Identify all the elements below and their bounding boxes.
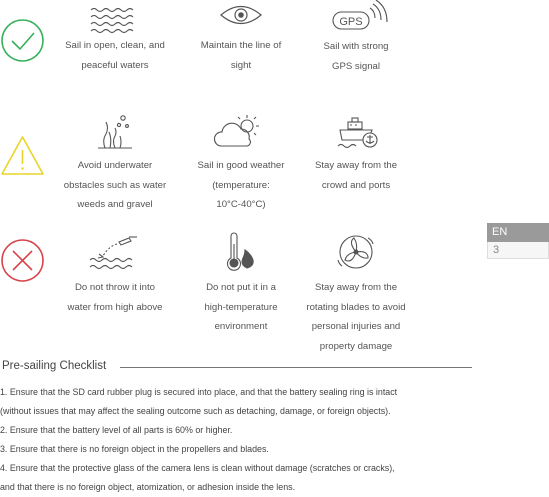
tip-caption: Do not put it in a high-temperature environment (204, 282, 278, 332)
checklist-item: and that there is no foreign object, atomization, or adhesion inside the lens. (0, 482, 296, 492)
tip-caption: Sail in open, clean, and peaceful waters (65, 40, 165, 71)
tip-good-weather (185, 110, 297, 215)
tip-caption: Sail with strong GPS signal (323, 41, 389, 72)
checklist-item: 1. Ensure that the SD card rubber plug is secured into place, and that the battery sealing ring is intact (0, 387, 398, 397)
ship-icon (336, 116, 380, 150)
tip-line-of-sight (185, 0, 297, 80)
tip-no-throwing (55, 228, 175, 318)
tip-open-waters (55, 0, 175, 80)
throw-into-water-icon (89, 234, 139, 270)
eye-icon (219, 4, 263, 26)
thermometer-fire-icon (223, 232, 259, 272)
tip-caption: Maintain the line of sight (200, 40, 282, 71)
gps-label: GPS (339, 16, 363, 28)
checklist (0, 383, 472, 497)
tip-caption: Stay away from the crowd and ports (314, 160, 398, 191)
tip-stay-away-crowds (300, 110, 412, 215)
check-circle-icon (0, 18, 45, 63)
language-page-tab (487, 223, 549, 259)
checklist-item: 3. Ensure that there is no foreign object in the propellers and blades. (0, 444, 269, 454)
tip-avoid-rotating-blades (300, 228, 412, 358)
tip-caption: Avoid underwater obstacles such as water weeds and gravel (63, 160, 167, 210)
page-number: 3 (487, 242, 549, 259)
checklist-item: 4. Ensure that the protective glass of the camera lens is clean without damage (scratches or cracks), (0, 463, 395, 473)
tip-caption: Do not throw it into water from high above (67, 282, 163, 313)
waves-icon (90, 6, 136, 34)
tip-gps-signal (300, 0, 412, 80)
tip-caption: Stay away from the rotating blades to avoid personal injuries and property damage (306, 282, 406, 352)
gps-signal-icon (330, 0, 386, 32)
checklist-item: 2. Ensure that the battery level of all parts is 60% or higher. (0, 425, 233, 435)
sun-cloud-icon (213, 112, 263, 152)
underwater-weeds-icon (95, 112, 135, 152)
checklist-title: Pre-sailing Checklist (2, 360, 107, 372)
tip-no-high-temperature (185, 228, 297, 332)
cross-circle-icon (0, 238, 45, 283)
language-label: EN (487, 223, 549, 242)
warning-triangle-icon (0, 134, 45, 179)
checklist-item: (without issues that may affect the sealing outcome such as detaching, damage, or foreign objects). (0, 406, 391, 416)
tip-caption: Sail in good weather (temperature: 10°C-40°C) (197, 160, 285, 210)
tip-underwater-obstacles (55, 110, 175, 215)
section-divider (120, 367, 472, 368)
rotating-blades-icon (336, 232, 376, 272)
